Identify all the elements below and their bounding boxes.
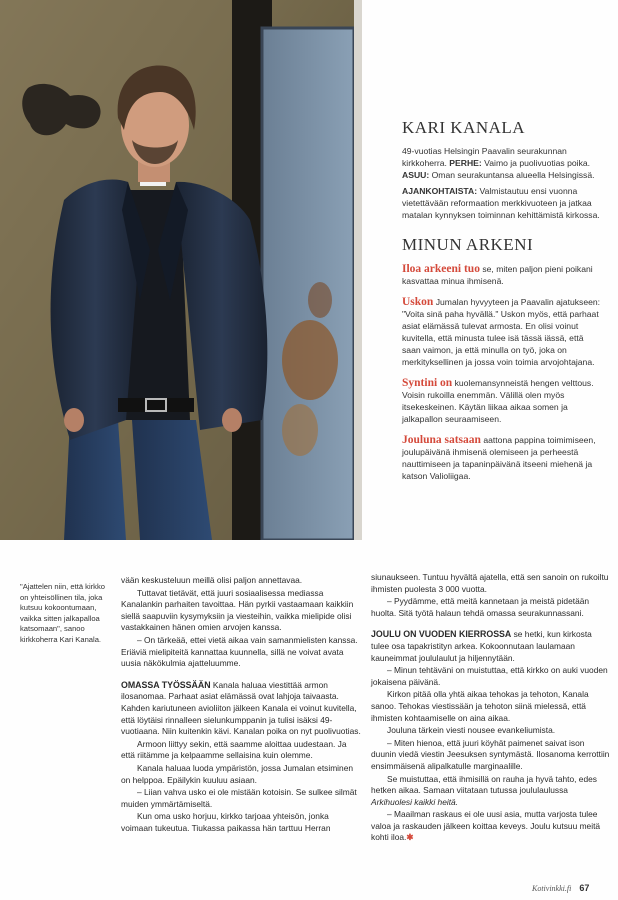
arkeni-lead: Uskon (402, 296, 434, 308)
arkeni-lead: Jouluna satsaan (402, 434, 481, 446)
arkeni-text: kuolemansynneistä hengen velttous. Voisin rukoilla enemmän. Välillä olen myös itsekeskeinen. Käytän liikaa aikaa somen ja jalkapallon seuraamiseen. (402, 378, 594, 424)
arkeni-heading: MINUN ARKENI (402, 235, 534, 254)
paragraph: Armoon liittyy sekin, että saamme aloittaa uudestaan. Ja että riitämme ja kelpaamme sellaisina kuin olemme. (121, 738, 347, 761)
paragraph: – Miten hienoa, että juuri köyhät paimenet saivat ison duunin viedä viestin Jeesuksen syntymästä. Ilosanoma kerrottiin ensimmäisenä alipalkatulle marginaalille. (371, 737, 610, 771)
paragraph (121, 680, 361, 738)
arkeni-item (402, 263, 602, 287)
end-mark-icon: ✱ (406, 832, 414, 843)
profile-intro-text: 49-vuotias Helsingin Paavalin seurakunnan kirkkoherra. (402, 146, 567, 168)
subheading: JOULU ON VUODEN KIERROSSA (371, 629, 512, 640)
page-number: 67 (579, 883, 590, 893)
paragraph: siunaukseen. Tuntuu hyvältä ajatella, että sen sanoin on rukoiltu ihmisten puolesta 3 000 vuotta. (371, 572, 609, 594)
paragraph-text: Kanala haluaa viestittää armon ilosanomaa. Parhaat asiat elämässä ovat lahjoja taivaasta. Kahden kariutuneen avioliiton jälkeen Kanala ei voinut kuvitella, että löytäisi rinnalleen sielunkumppanin ja tulisi isäksi 49-vuotiaana. Niin kuitenkin kävi. Kanalan poika on nyt puolivuotias. (121, 679, 361, 737)
arkeni-text: se, miten paljon pieni poikani kasvattaa minua ihmisenä. (402, 264, 593, 286)
paragraph: Tuttavat tietävät, että juuri sosiaalisessa mediassa Kanalankin parhaiten tavoittaa. Hän pyrkii vastaamaan kaikkiin siellä saapuviin kysymyksiin ja viesteihin, vaikka mielipide olisi vastakkainen hänen omien arvojen kanssa. (121, 587, 354, 633)
arkeni-item (402, 377, 602, 425)
paragraph-text: Se muistuttaa, että ihmisillä on rauha ja hyvä tahto, edes hetken aikaa. Samaan viitataan tutussa joululaulussa (371, 773, 597, 796)
arkeni-item (402, 296, 602, 368)
asuu-label: ASUU: (402, 170, 430, 180)
paragraph: Kun oma usko horjuu, kirkko tarjoaa yhteisön, jonka voimaan tukeutua. Tiukassa paikassa hän tarttuu Herran (121, 811, 331, 833)
arkeni-item (402, 434, 602, 482)
photo-caption: "Ajattelen niin, että kirkko on yhteisöllinen tila, joka kutsuu kokoontumaan, vaikka sitten jalkapalloa katsomaan", sanoo kirkkoherra Kari Kanala. (20, 582, 106, 644)
paragraph: – Pyydämme, että meitä kannetaan ja meistä pidetään huolta. Sitä työtä halaun tehdä omassa seurakunnassani. (371, 596, 590, 618)
paragraph (371, 774, 611, 809)
paragraph: – Minun tehtäväni on muistuttaa, että kirkko on auki vuoden jokaisena päivänä. (371, 665, 608, 687)
arkeni-text: Jumalan hyvyyteen ja Paavalin ajatukseen: "Voita sinä paha hyvällä." Uskon myös, että parhaat asiat elämässä tulevat armosta. En olisi voinut kuvitella, että minusta tulee isä tässä iässä, että saan vaimon, ja että minulla on työ, joka on merkityksellinen ja jossa voin toimia arvojohtajana. (402, 297, 601, 367)
profile-name: KARI KANALA (402, 118, 526, 137)
portrait-photo (0, 0, 362, 540)
arkeni-lead: Syntini on (402, 377, 453, 389)
article-column-1 (121, 575, 361, 835)
page-footer (532, 883, 589, 893)
ajankohtaista-label: AJANKOHTAISTA: (402, 186, 478, 196)
paragraph: Kirkon pitää olla yhtä aikaa tehokas ja tehoton, Kanala sanoo. Tehokas viestissään ja tehoton siinä mielessä, että ihmisten kohtaamiselle on aina aikaa. (371, 689, 589, 723)
ajankohtaista-text: Valmistautuu ensi vuonna vietettävään reformaation merkkivuoteen ja jatkaa matalan kynnyksen toiminnan kehittämistä kirkossa. (402, 186, 600, 220)
paragraph: vään keskusteluun meillä olisi paljon annettavaa. (121, 575, 303, 585)
profile-intro (402, 145, 602, 181)
profile-current (402, 185, 602, 221)
arkeni-lead: Iloa arkeeni tuo (402, 263, 480, 275)
arkeni-text: aattona pappina toimimiseen, joulupäivänä ihmisenä olemiseen ja perheestä nauttimiseen ja tapaninpäivänä itseeni miehenä ja katson Valioliigaa. (402, 435, 596, 481)
profile-sidebar (402, 118, 602, 491)
paragraph (371, 809, 611, 844)
song-title: Arkihuolesi kaikki heitä. (371, 796, 459, 807)
paragraph: – On tärkeää, ettei vietä aikaa vain samanmielisten kanssa. Eriäviä mielipiteitä kannattaa kuunnella, sillä ne voivat avata uusia näkökulmia ajatteluumme. (121, 634, 358, 669)
paragraph (371, 629, 611, 664)
perhe-label: PERHE: (449, 158, 482, 168)
paragraph: Jouluna tärkein viesti nousee evankeliumista. (387, 725, 556, 736)
article-column-2 (371, 572, 611, 845)
perhe-text: Vaimo ja puolivuotias poika. (484, 158, 591, 168)
paragraph-text: – Maailman raskaus ei ole uusi asia, mutta varjosta tulee valoa ja raskauden jälkeen koittaa keveys. Joulu kutsuu meitä kohti iloa. (371, 809, 601, 843)
paragraph: – Liian vahva usko ei ole mistään kotoisin. Se sulkee silmät muiden ymmärtämiseltä. (121, 787, 357, 809)
subheading: OMASSA TYÖSSÄÄN (121, 679, 211, 690)
paragraph-text: se hetki, kun kirkosta tulee osa tapakristityn arkea. Kokoonnutaan laulamaan kauneimmat joululaulut ja hiljennytään. (371, 629, 592, 663)
footer-site: Kotivinkki.fi (532, 884, 572, 893)
asuu-text: Oman seurakuntansa alueella Helsingissä. (431, 170, 595, 180)
paragraph: Kanala haluaa luoda ympäristön, jossa Jumalan etsiminen on helppoa. Epäilykin kuuluu asiaan. (121, 762, 354, 785)
